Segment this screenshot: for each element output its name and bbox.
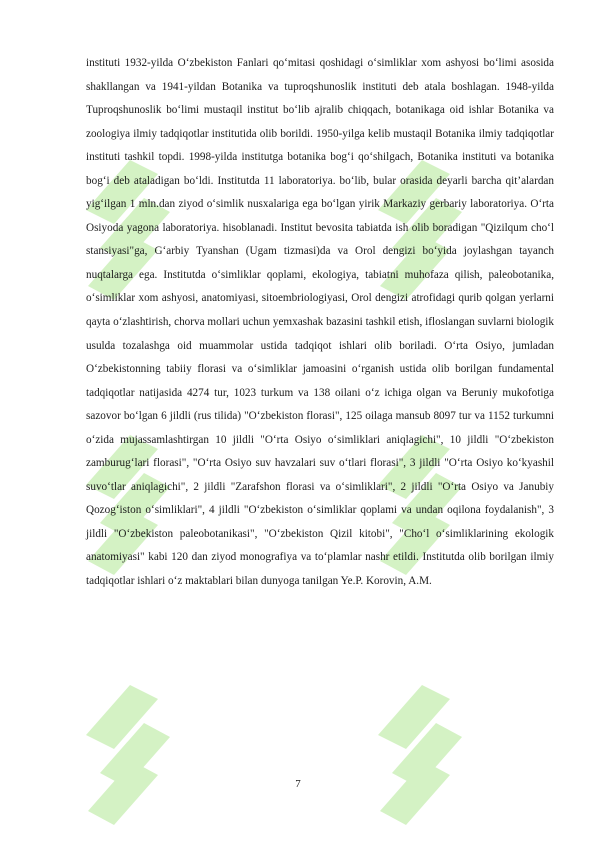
page-number: 7	[295, 778, 301, 790]
watermark-leaf-icon	[78, 665, 178, 845]
watermark-leaf-icon	[370, 665, 470, 845]
body-paragraph: instituti 1932-yilda O‘zbekiston Fanlari qo‘mitasi qoshidagi o‘simliklar xom ashyosi bo‘limi asosida shakllangan va 1941-yildan Botanika va tuproqshunoslik instituti deb atala boshlagan. 1948-yilda Tuproqshunoslik bo‘limi mustaqil institut bo‘lib ajralib chiqqach, botanikaga oid ishlar Botanika va zoologiya ilmiy tadqiqotlar institutida olib borildi. 1950-yilga kelib mustaqil Botanika ilmiy tadqiqotlar instituti tashkil topdi. 1998-yilda institutga botanika bog‘i qo‘shilgach, Botanika instituti va botanika bog‘i deb ataladigan bo‘ldi. Institutda 11 laboratoriya. bo‘lib, bular orasida deyarli barcha qit’alardan yig‘ilgan 1 mln.dan ziyod o‘simlik nusxalariga ega bo‘lgan yirik Markaziy gerbariy laboratoriya. O‘rta Osiyoda yagona laboratoriya. hisoblanadi. Institut bevosita tabiatda ish olib boradigan "Qizilqum cho‘l stansiyasi"ga, G‘arbiy Tyanshan (Ugam tizmasi)da va Orol dengizi bo‘yida joylashgan tayanch nuqtalarga ega. Institutda o‘simliklar qoplami, ekologiya, tabiatni muhofaza qilish, paleobotanika, o‘simliklar xom ashyosi, anatomiyasi, sitoembriologiyasi, Orol dengizi atrofidagi qurib qolgan yerlarni qayta o‘zlashtirish, chorva mollari uchun yemxashak bazasini tashkil etish, ifloslangan suvlarni biologik usulda tozalashga oid muammolar ustida tadqiqot ishlari olib boriladi. O‘rta Osiyo, jumladan O‘zbekistonning tabiiy florasi va o‘simliklar jamoasini o‘rganish ustida olib borilgan fundamental tadqiqotlar natijasida 4274 tur, 1023 turkum va 138 oilani o‘z ichiga olgan va Beruniy mukofotiga sazovor bo‘lgan 6 jildli (rus tilida) "O‘zbekiston florasi", 125 oilaga mansub 8097 tur va 1152 turkumni o‘zida mujassamlashtirgan 10 jildli "O‘rta Osiyo o‘simliklari aniqlagichi", 10 jildli "O‘zbekiston zamburug‘lari florasi", "O‘rta Osiyo suv havzalari suv o‘tlari florasi", 3 jildli "O‘rta Osiyo ko‘kyashil suvo‘tlar aniqlagichi", 2 jildli "Zarafshon florasi va o‘simliklari", 2 jildli "O‘rta Osiyo va Janubiy Qozog‘iston o‘simliklari", 4 jildli "O‘zbekiston o‘simliklar qoplami va undan oqilona foydalanish", 3 jildli "O‘zbekiston paleobotanikasi", "O‘zbekiston Qizil kitobi", "Cho‘l o‘simliklarining ekologik anatomiyasi" kabi 120 dan ziyod monografiya va to‘plamlar nashr etildi. Institutda olib borilgan ilmiy tadqiqotlar ishlari o‘z maktablari bilan dunyoga tanilgan Ye.P. Korovin, A.M.	[86, 57, 554, 588]
